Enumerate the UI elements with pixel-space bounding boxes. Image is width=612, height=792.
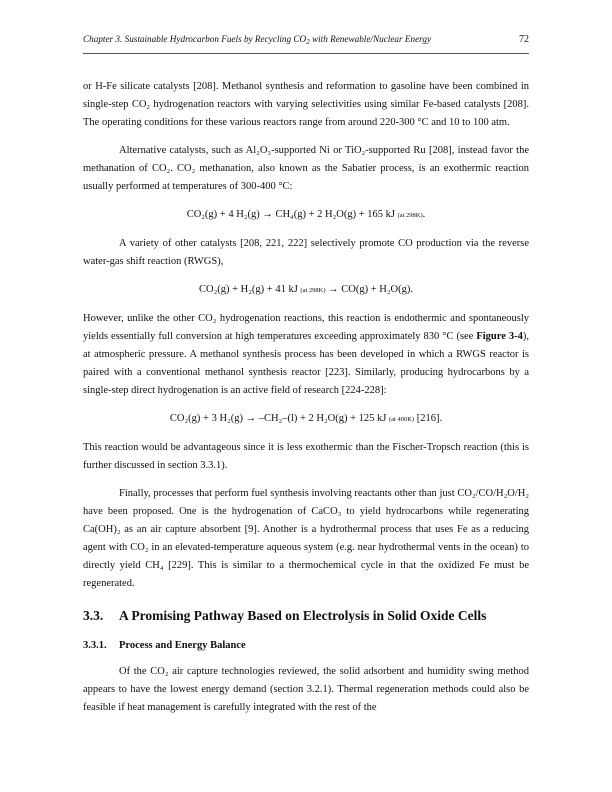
equation-hydrogenation: CO₂(g) + 3 H₂(g) → –CH₂–(l) + 2 H₂O(g) + 125 kJ (at 400K) [216]. [169,413,443,424]
figure-reference: Figure 3-4 [476,331,523,342]
page-number: 72 [519,34,529,45]
paragraph-3: A variety of other catalysts [208, 221, 222] selectively promote CO production via the reverse water-gas shift reaction (RWGS), [83,238,529,267]
equation-sabatier: CO₂(g) + 4 H₂(g) → CH₄(g) + 2 H₂O(g) + 165 kJ (at 298K). [186,209,426,220]
section-heading: 3.3. A Promising Pathway Based on Electrolysis in Solid Oxide Cells [83,608,487,623]
paragraph-7: Of the CO₂ air capture technologies reviewed, the solid adsorbent and humidity swing method appears to have the lowest energy demand (section 3.2.1). Thermal regeneration methods could also be feasible if heat management is carefully integrated with the rest of the [83,666,529,713]
paragraph-4: However, unlike the other CO₂ hydrogenation reactions, this reaction is endothermic and spontaneously yields essentially full conversion at high temperatures exceeding approximately 830 °C (see Figure 3-4), at atmospheric pressure. A methanol synthesis process has been developed in which a RWGS reactor is paired with a conventional methanol synthesis reactor [223]. Similarly, producing hydrocarbons by a single-step direct hydrogenation is an active field of research [224-228]: [83,313,529,396]
paragraph-2: Alternative catalysts, such as Al₂O₃-supported Ni or TiO₂-supported Ru [208], instead favor the methanation of CO₂. CO₂ methanation, also known as the Sabatier process, is an exothermic reaction usually performed at temperatures of 300-400 °C: [83,145,529,192]
page-body [83,78,529,727]
chapter-title: Chapter 3. Sustainable Hydrocarbon Fuels by Recycling $CO_2$ with Renewable/Nuclear Energy [83,34,432,46]
paragraph-6: Finally, processes that perform fuel synthesis involving reactants other than just CO₂/CO/H₂O/H₂ have been proposed. One is the hydrogenation of CaCO₃ to yield hydrocarbons while regenerating Ca(OH)₂ as an air capture absorbent [9]. Another is a hydrothermal process that uses Fe as a reducing agent with CO₂ in an elevated-temperature aqueous system (e.g. near hydrothermal vents in the ocean) to directly yield CH₄ [229]. This is similar to a thermochemical cycle in that the oxidized Fe must be regenerated. [83,488,529,589]
running-header [83,34,529,50]
paragraph-5: This reaction would be advantageous since it is less exothermic than the Fischer-Tropsch reaction (this is further discussed in section 3.3.1). [83,442,529,471]
subsection-heading: 3.3.1. Process and Energy Balance [83,640,246,651]
header-rule [83,53,529,54]
equation-rwgs: CO₂(g) + H₂(g) + 41 kJ (at 298K) → CO(g) + H₂O(g). [199,284,413,295]
paragraph-1: or H-Fe silicate catalysts [208]. Methanol synthesis and reformation to gasoline have been combined in single-step CO₂ hydrogenation reactors with varying selectivities using similar Fe-based catalysts [208]. The operating conditions for these various reactors range from around 220-300 °C and 10 to 100 atm. [83,81,529,128]
